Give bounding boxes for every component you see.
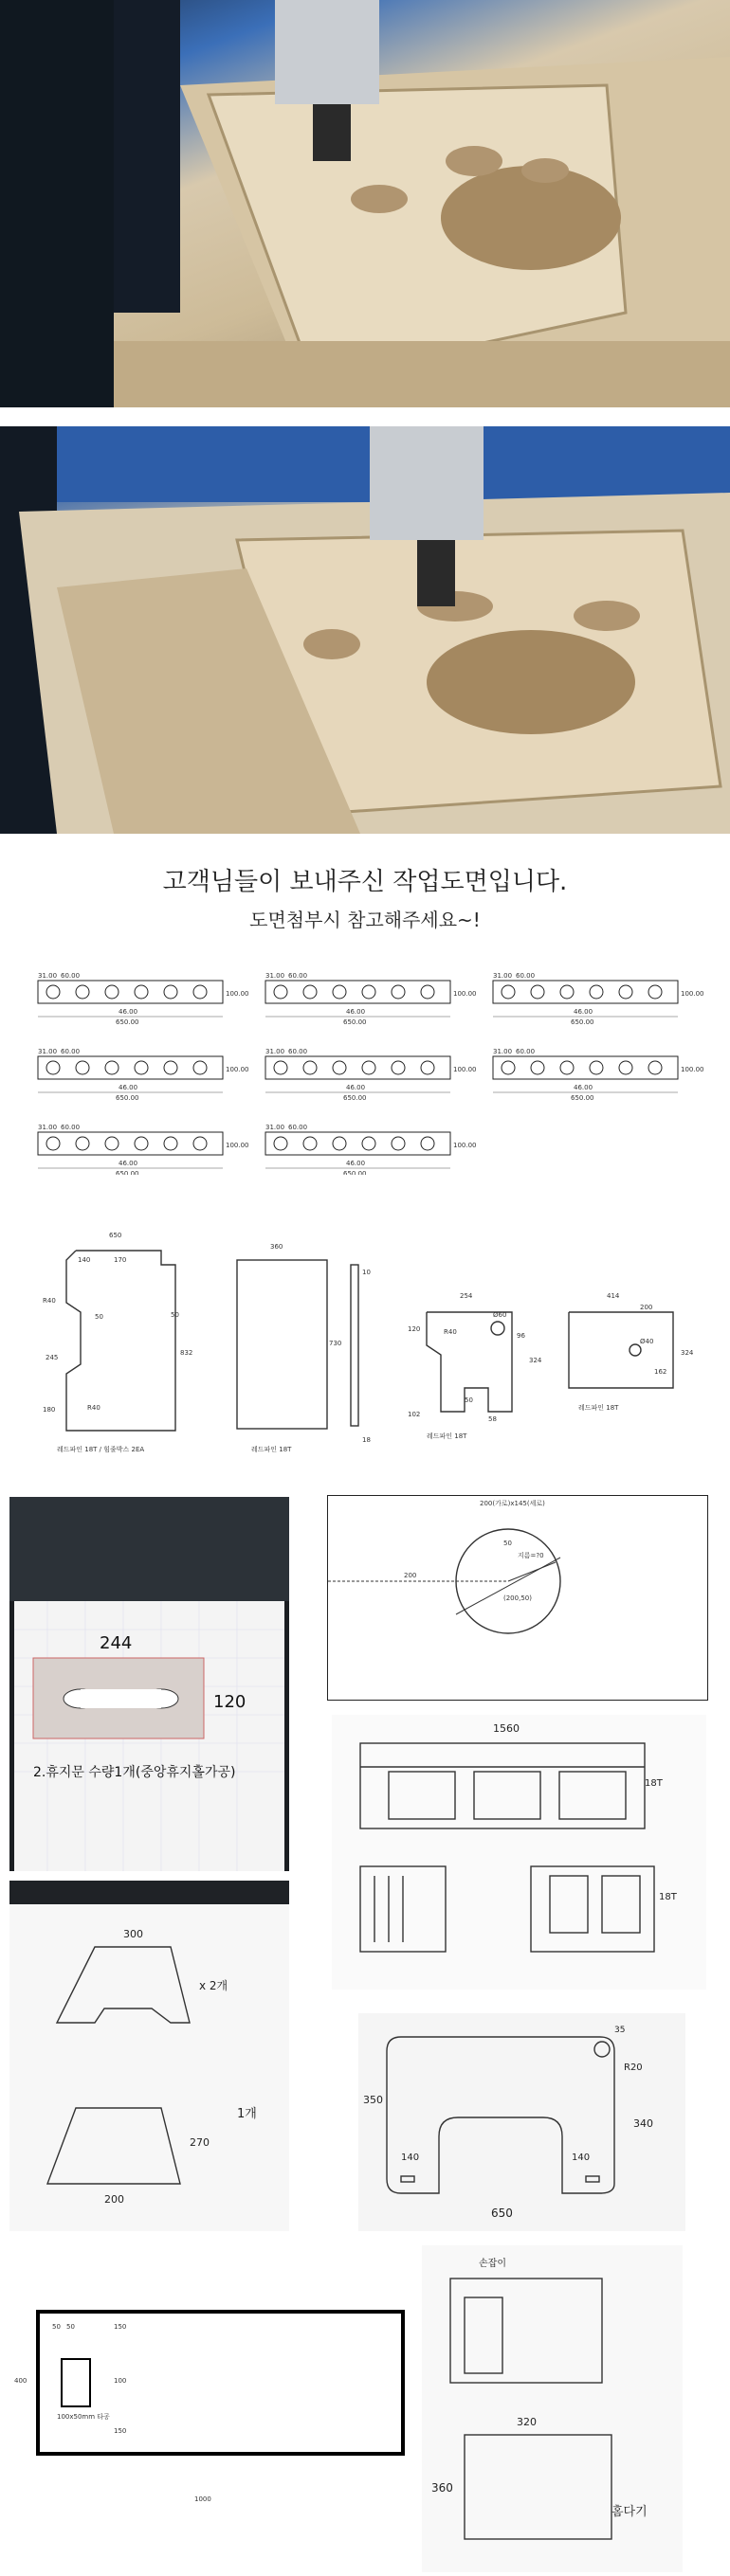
part-a-width: 650 <box>109 1232 122 1239</box>
part-d-width: 254 <box>460 1292 473 1300</box>
strip-total-dim: 650.00 <box>116 1018 139 1026</box>
strip-hole <box>333 985 346 999</box>
strip-inner-dim: 46.00 <box>119 1084 138 1091</box>
strip-inner-dim: 46.00 <box>119 1008 138 1016</box>
strip-side-dim: 100.00 <box>453 1066 477 1073</box>
part-a-r40a: R40 <box>43 1297 56 1305</box>
sketch4-b: 50 <box>66 2323 75 2331</box>
strip-hole <box>135 1061 148 1074</box>
strip-hole <box>274 1061 287 1074</box>
strip-total-dim: 650.00 <box>343 1170 367 1175</box>
part-e-outline <box>569 1312 673 1388</box>
strip-top-dim-1: 31.00 <box>493 972 513 980</box>
sketch-boxes <box>422 2245 683 2572</box>
monitor-svg <box>9 1497 289 1871</box>
strip-outline <box>493 981 678 1003</box>
part-d-hole <box>491 1322 504 1335</box>
part-e-width: 414 <box>607 1292 620 1300</box>
strip-drawings-grid <box>28 957 711 1175</box>
sketch3-outline <box>387 2037 614 2193</box>
strip-hole <box>333 1061 346 1074</box>
part-d-dia: Ø60 <box>493 1311 507 1319</box>
strip-inner-dim: 46.00 <box>574 1008 593 1016</box>
part-a-label: 레드파인 18T / 힘줄박스 2EA <box>57 1446 145 1453</box>
strip-hole <box>46 985 60 999</box>
strip-top-dim-2: 60.00 <box>288 1124 308 1131</box>
strip-hole <box>502 985 515 999</box>
strip-total-dim: 650.00 <box>343 1018 367 1026</box>
strip-top-dim-2: 60.00 <box>61 1048 81 1055</box>
strip-inner-dim: 46.00 <box>346 1160 366 1167</box>
sketch2-c: 200 <box>104 2193 124 2206</box>
strip-total-dim: 650.00 <box>343 1094 367 1102</box>
strip-hole <box>333 1137 346 1150</box>
cnc-photo-1-illustration <box>0 0 730 407</box>
part-a-r40b: R40 <box>87 1404 100 1412</box>
strip-hole <box>560 1061 574 1074</box>
sketch4-g: 1000 <box>194 2495 211 2503</box>
sketch4-a: 50 <box>52 2323 61 2331</box>
cnc-photo-2-illustration <box>0 426 730 834</box>
strip-hole <box>274 985 287 999</box>
part-a-d832: 832 <box>180 1349 193 1357</box>
strip-hole <box>362 985 375 999</box>
part-a-outline <box>66 1251 175 1431</box>
part-d-a: 120 <box>408 1325 421 1333</box>
strip-hole <box>421 985 434 999</box>
circle-radius: 50 <box>503 1540 512 1547</box>
part-d-label: 레드파인 18T <box>427 1432 467 1440</box>
circle-note: 지름=?0 <box>518 1552 544 1559</box>
strip-drawing <box>38 1048 249 1102</box>
strip-hole <box>502 1061 515 1074</box>
sketch3-d: 340 <box>633 2117 653 2130</box>
part-e-a: 200 <box>640 1304 653 1311</box>
strip-hole <box>76 985 89 999</box>
sketch5-b: 360 <box>431 2481 453 2495</box>
screen-width: 244 <box>100 1633 133 1653</box>
part-a-d170: 170 <box>114 1256 127 1264</box>
strip-side-dim: 100.00 <box>453 990 477 998</box>
part-d-b: 96 <box>517 1332 525 1340</box>
sketch-u-shape-svg <box>358 2013 685 2231</box>
sketch2-shape-2 <box>47 2108 180 2184</box>
sketch-furniture-svg <box>332 1715 706 1990</box>
part-a-d50-side: 50 <box>171 1311 179 1319</box>
strip-hole <box>135 985 148 999</box>
strip-outline <box>265 981 450 1003</box>
sketch2-shape-1 <box>57 1947 190 2023</box>
part-e-dia: Ø40 <box>640 1338 654 1345</box>
page-subtitle: 도면첨부시 참고해주세요~! <box>249 909 481 931</box>
sketch-u-shape <box>358 2013 685 2231</box>
strip-drawings-svg <box>28 957 711 1175</box>
part-b-width: 360 <box>270 1243 283 1251</box>
strip-total-dim: 650.00 <box>116 1094 139 1102</box>
sketch-tapered-svg <box>9 1881 289 2231</box>
strip-hole <box>392 1061 405 1074</box>
strip-hole <box>135 1137 148 1150</box>
sketch5-c: 320 <box>517 2416 537 2428</box>
strip-top-dim-1: 31.00 <box>265 1048 285 1055</box>
cad-parts-drawing <box>9 1222 721 1468</box>
strip-drawing <box>493 972 704 1026</box>
strip-top-dim-1: 31.00 <box>265 972 285 980</box>
cnc-photo-2 <box>0 426 730 834</box>
part-a-d245: 245 <box>46 1354 59 1361</box>
strip-total-dim: 650.00 <box>571 1094 594 1102</box>
sketch3-a: 350 <box>363 2094 383 2106</box>
strip-top-dim-2: 60.00 <box>516 1048 536 1055</box>
sketch4-f: 400 <box>14 2377 27 2385</box>
circle-header: 200(가로)x145(세로) <box>480 1500 545 1507</box>
strip-outline <box>265 1056 450 1079</box>
sketch4-h: 100x50mm 타공 <box>57 2413 110 2421</box>
strip-hole <box>362 1137 375 1150</box>
sketch5-a: 홈다기 <box>611 2505 648 2519</box>
strip-hole <box>164 985 177 999</box>
strip-top-dim-1: 31.00 <box>265 1124 285 1131</box>
sketch2-b: x 2개 <box>199 1979 228 1992</box>
sketch-tapered-parts <box>9 1881 289 2231</box>
part-a-d50: 50 <box>95 1313 103 1321</box>
sketch-rect-cad-svg <box>9 2297 408 2511</box>
strip-side-dim: 100.00 <box>226 990 249 998</box>
part-b-height: 730 <box>329 1340 342 1347</box>
strip-hole <box>590 985 603 999</box>
screen-caption: 2.휴지문 수량1개(중앙휴지홀가공) <box>33 1765 236 1780</box>
strip-total-dim: 650.00 <box>116 1170 139 1175</box>
part-d-d: 102 <box>408 1411 421 1418</box>
part-b-label: 레드파인 18T <box>251 1446 292 1453</box>
strip-hole <box>531 1061 544 1074</box>
part-d-r: R40 <box>444 1328 457 1336</box>
strip-outline <box>493 1056 678 1079</box>
sketch-boxes-svg <box>422 2245 683 2572</box>
strip-top-dim-1: 31.00 <box>38 1124 58 1131</box>
strip-hole <box>193 1061 207 1074</box>
strip-outline <box>38 1056 223 1079</box>
strip-side-dim: 100.00 <box>226 1142 249 1149</box>
sketch3-c: R20 <box>624 2063 643 2073</box>
strip-hole <box>619 1061 632 1074</box>
strip-top-dim-2: 60.00 <box>288 972 308 980</box>
strip-hole <box>193 985 207 999</box>
strip-hole <box>619 985 632 999</box>
page-title: 고객님들이 보내주신 작업도면입니다. <box>162 868 568 896</box>
strip-hole <box>531 985 544 999</box>
part-e-c: 324 <box>681 1349 694 1357</box>
strip-hole <box>303 1137 317 1150</box>
sketch2-d: 270 <box>190 2136 210 2149</box>
circle-drawing <box>327 1495 708 1701</box>
strip-top-dim-2: 60.00 <box>61 972 81 980</box>
part-b-outline <box>237 1260 327 1429</box>
strip-top-dim-2: 60.00 <box>288 1048 308 1055</box>
strip-hole <box>303 985 317 999</box>
part-c-top: 10 <box>362 1269 371 1276</box>
strip-drawing <box>493 1048 704 1102</box>
sketch4-e: 150 <box>114 2427 127 2435</box>
strip-hole <box>421 1137 434 1150</box>
strip-outline <box>38 981 223 1003</box>
strip-hole <box>274 1137 287 1150</box>
sketch4-d: 100 <box>114 2377 127 2385</box>
strip-side-dim: 100.00 <box>226 1066 249 1073</box>
sketch1-label: 18T <box>645 1778 663 1789</box>
strip-hole <box>164 1137 177 1150</box>
cad-parts-svg <box>9 1222 721 1468</box>
strip-hole <box>76 1137 89 1150</box>
part-a-d140: 140 <box>78 1256 91 1264</box>
strip-top-dim-2: 60.00 <box>516 972 536 980</box>
strip-top-dim-1: 31.00 <box>38 972 58 980</box>
circle-drawing-svg <box>328 1496 707 1700</box>
sketch3-f: 140 <box>572 2153 591 2163</box>
part-c-bottom: 18 <box>362 1436 371 1444</box>
strip-top-dim-2: 60.00 <box>61 1124 81 1131</box>
part-a-d180: 180 <box>43 1406 56 1414</box>
sketch-furniture <box>332 1715 706 1990</box>
strip-drawing <box>265 1124 477 1175</box>
sketch4-c: 150 <box>114 2323 127 2331</box>
strip-total-dim: 650.00 <box>571 1018 594 1026</box>
strip-side-dim: 100.00 <box>681 990 704 998</box>
strip-top-dim-1: 31.00 <box>493 1048 513 1055</box>
sketch3-g: 650 <box>491 2207 513 2220</box>
strip-outline <box>38 1132 223 1155</box>
strip-hole <box>648 985 662 999</box>
strip-hole <box>362 1061 375 1074</box>
strip-inner-dim: 46.00 <box>346 1084 366 1091</box>
sketch5-d: 손잡이 <box>479 2259 506 2269</box>
circle-coord: (200,50) <box>503 1594 532 1602</box>
part-e-label: 레드파인 18T <box>578 1404 619 1412</box>
strip-drawing <box>38 972 249 1026</box>
strip-hole <box>392 985 405 999</box>
part-d-c: 324 <box>529 1357 542 1364</box>
strip-hole <box>303 1061 317 1074</box>
strip-hole <box>105 985 119 999</box>
strip-drawing <box>38 1124 249 1175</box>
sketch3-b: 35 <box>614 2026 626 2035</box>
strip-drawing <box>265 972 477 1026</box>
sketch-rect-cad <box>9 2297 408 2511</box>
strip-hole <box>105 1061 119 1074</box>
strip-hole <box>560 985 574 999</box>
part-e-hole <box>630 1344 641 1356</box>
strip-hole <box>46 1061 60 1074</box>
strip-drawing <box>265 1048 477 1102</box>
strip-inner-dim: 46.00 <box>119 1160 138 1167</box>
part-c-outline <box>351 1265 358 1426</box>
part-e-b: 162 <box>654 1368 667 1376</box>
strip-hole <box>648 1061 662 1074</box>
screen-height: 120 <box>213 1692 246 1712</box>
strip-hole <box>392 1137 405 1150</box>
strip-top-dim-1: 31.00 <box>38 1048 58 1055</box>
strip-hole <box>76 1061 89 1074</box>
strip-inner-dim: 46.00 <box>574 1084 593 1091</box>
strip-side-dim: 100.00 <box>681 1066 704 1073</box>
monitor-photo <box>9 1497 289 1871</box>
strip-side-dim: 100.00 <box>453 1142 477 1149</box>
sketch3-e: 140 <box>401 2153 420 2163</box>
part-d-e: 50 <box>465 1396 473 1404</box>
sketch2-e: 1개 <box>237 2107 257 2121</box>
circle-left: 200 <box>404 1572 417 1579</box>
sketch1-label-2: 18T <box>659 1892 677 1902</box>
strip-hole <box>421 1061 434 1074</box>
cnc-photo-1 <box>0 0 730 407</box>
sketch2-a: 300 <box>123 1928 143 1940</box>
strip-hole <box>164 1061 177 1074</box>
part-d-f: 58 <box>488 1415 497 1423</box>
strip-outline <box>265 1132 450 1155</box>
strip-inner-dim: 46.00 <box>346 1008 366 1016</box>
strip-hole <box>46 1137 60 1150</box>
strip-hole <box>105 1137 119 1150</box>
sketch1-top: 1560 <box>493 1722 520 1735</box>
strip-hole <box>193 1137 207 1150</box>
strip-hole <box>590 1061 603 1074</box>
